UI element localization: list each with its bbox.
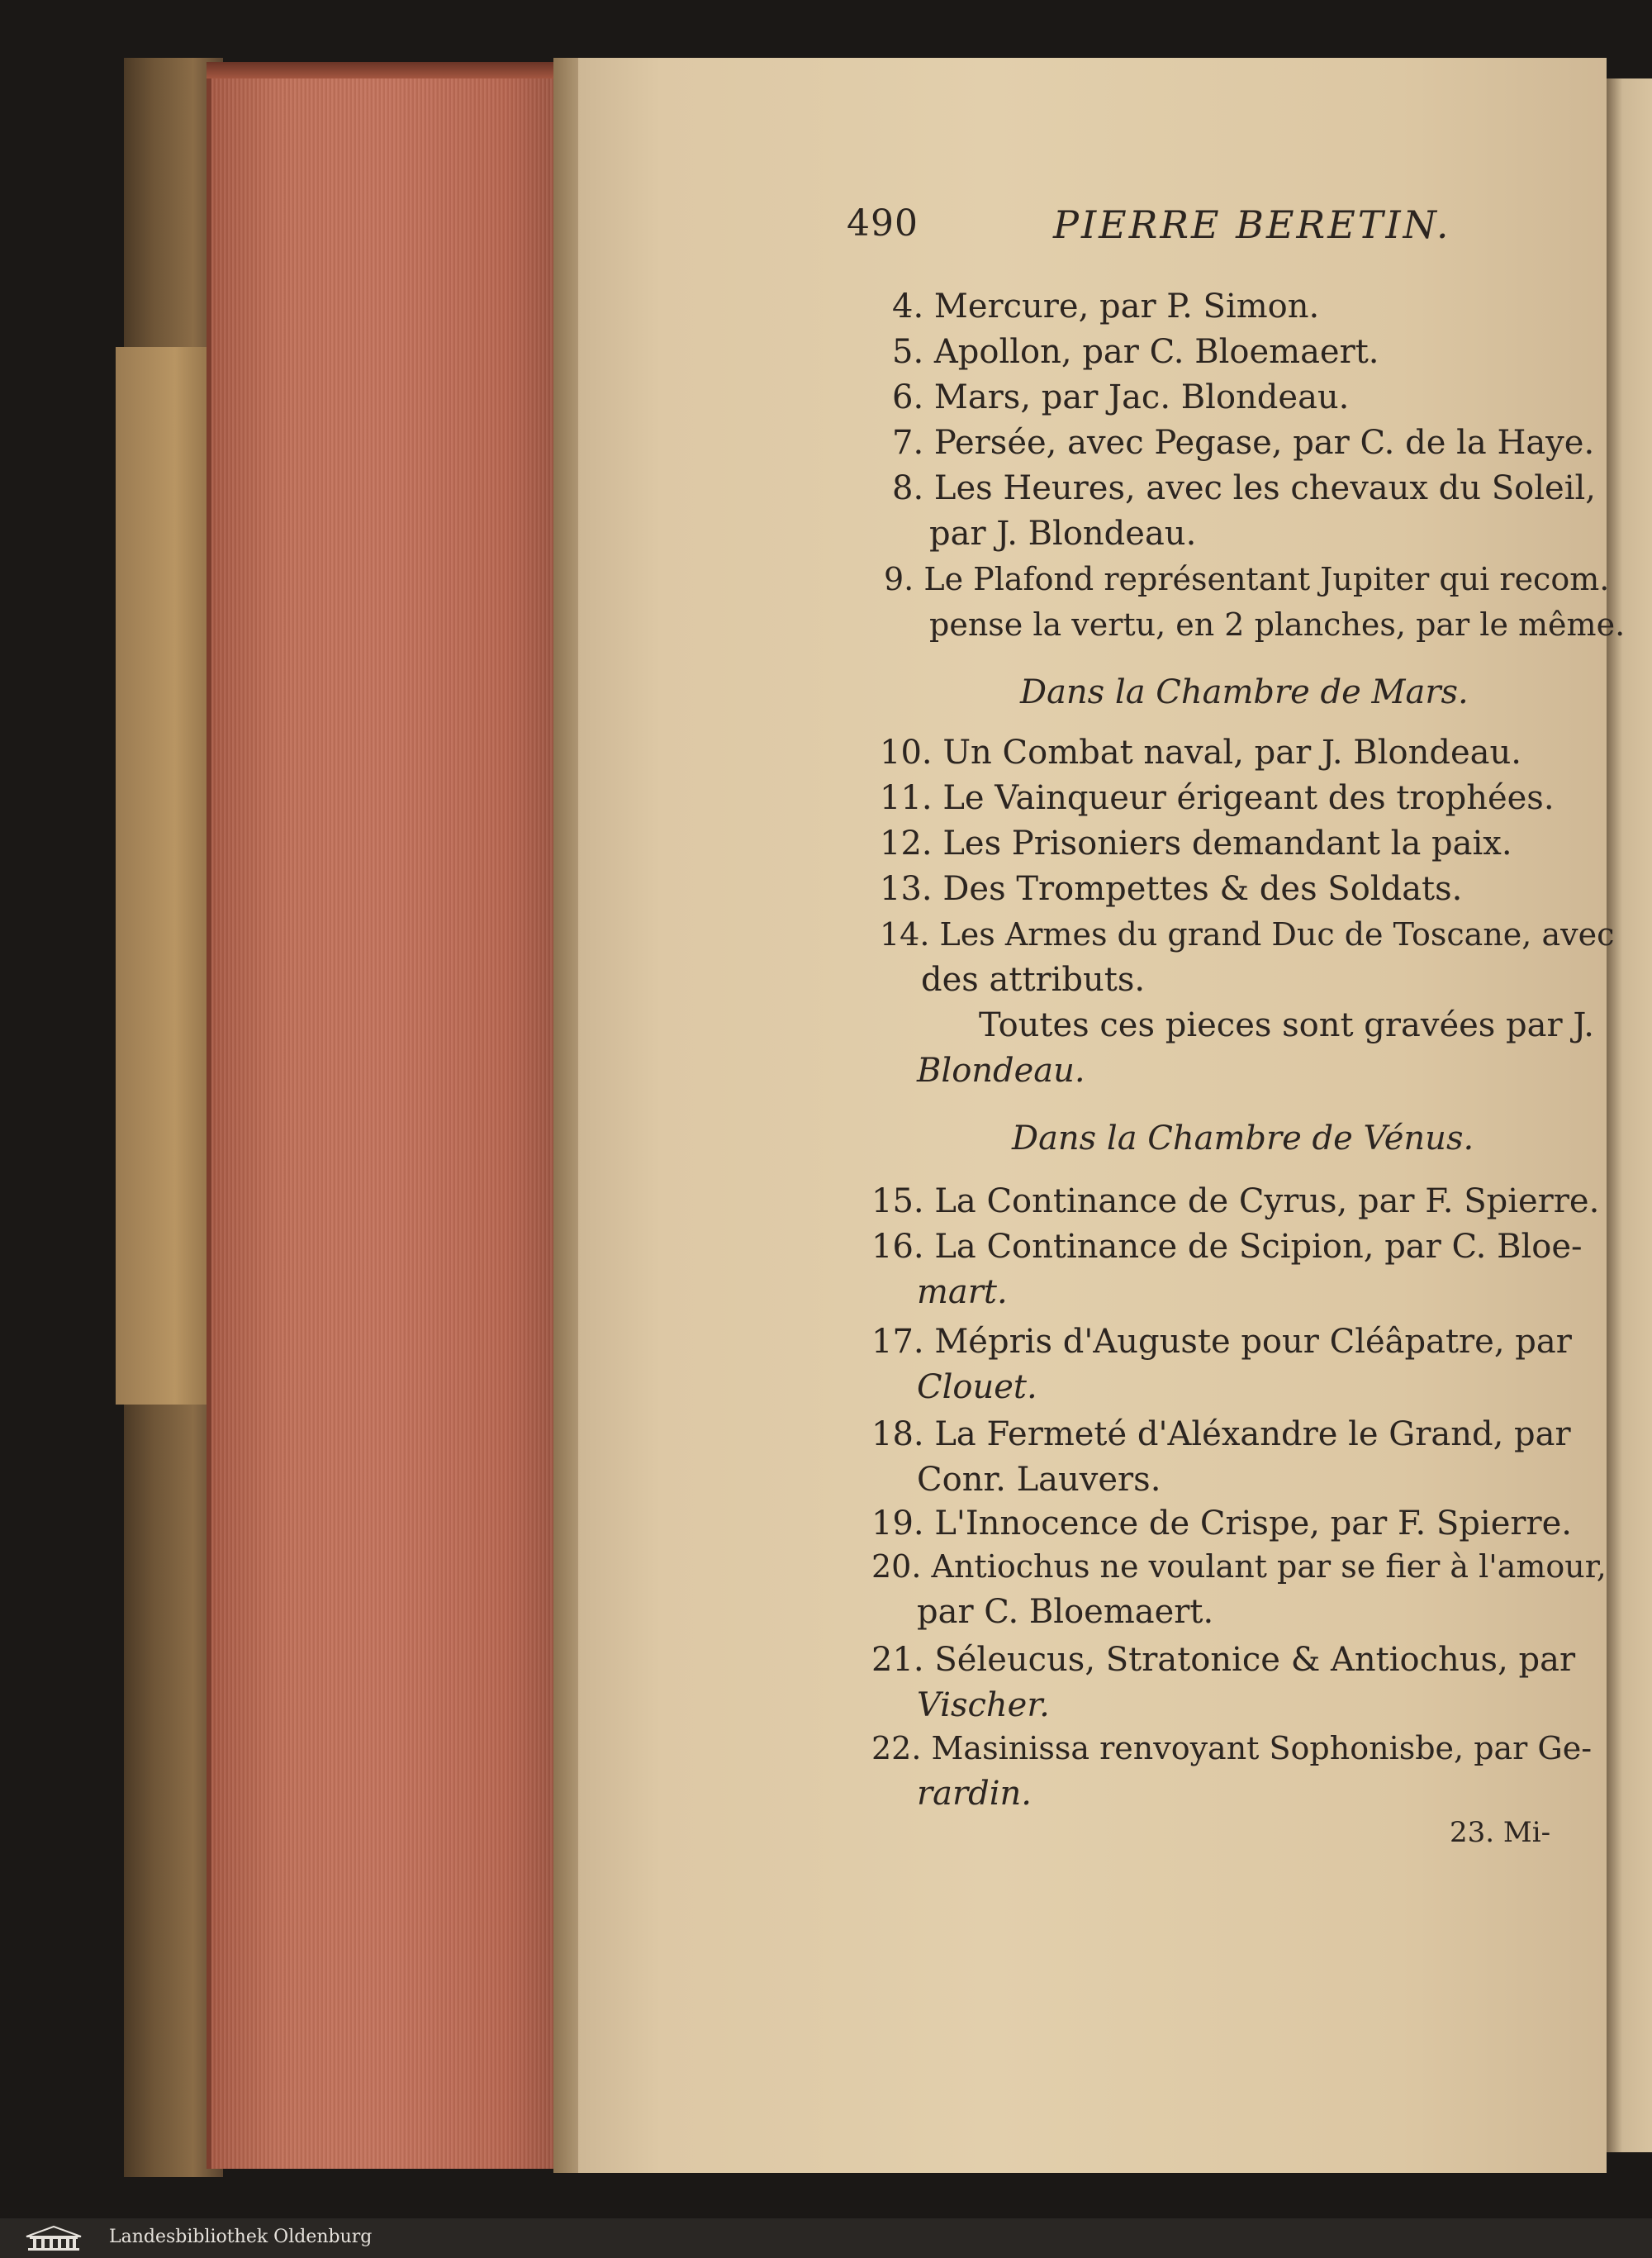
entry-line: 5. Apollon, par C. Bloemaert. — [892, 333, 1379, 371]
footer-library-name: Landesbibliothek Oldenburg — [109, 2227, 373, 2247]
entry-line: 15. La Continance de Cyrus, par F. Spierre. — [871, 1182, 1600, 1220]
entry-line: 4. Mercure, par P. Simon. — [892, 288, 1320, 326]
section-heading-venus: Dans la Chambre de Vénus. — [1012, 1119, 1474, 1158]
page-number: 490 — [847, 202, 919, 245]
entry-line: 21. Séleucus, Stratonice & Antiochus, par — [871, 1641, 1576, 1679]
red-page-edges — [206, 62, 558, 2169]
entry-line-continued: Conr. Lauvers. — [917, 1461, 1161, 1499]
entry-line-continued: Clouet. — [917, 1368, 1037, 1406]
entry-line: 17. Mépris d'Auguste pour Cléâpatre, par — [871, 1323, 1572, 1361]
page-edges-top-shadow — [206, 62, 595, 78]
library-building-logo-icon — [25, 2225, 83, 2251]
entry-line: 14. Les Armes du grand Duc de Toscane, avec — [880, 916, 1615, 953]
catchword: 23. Mi- — [1450, 1816, 1551, 1849]
entry-line-continued: par C. Bloemaert. — [917, 1593, 1214, 1631]
entry-line: 10. Un Combat naval, par J. Blondeau. — [880, 734, 1521, 772]
entry-line: 18. La Fermeté d'Aléxandre le Grand, par — [871, 1415, 1571, 1453]
printed-page — [578, 58, 1610, 2173]
entry-line: 11. Le Vainqueur érigeant des trophées. — [880, 779, 1555, 817]
entry-line-continued: Vischer. — [917, 1686, 1050, 1724]
section-heading-mars: Dans la Chambre de Mars. — [1020, 673, 1469, 711]
entry-line: 6. Mars, par Jac. Blondeau. — [892, 378, 1350, 416]
entry-line: 12. Les Prisoniers demandant la paix. — [880, 825, 1512, 863]
facing-page-edge — [1607, 78, 1652, 2152]
entry-line-continued: des attributs. — [921, 961, 1146, 999]
entry-line-continued: rardin. — [917, 1775, 1032, 1813]
note-line: Toutes ces pieces sont gravées par J. — [979, 1006, 1594, 1044]
running-head-title: PIERRE BERETIN. — [1053, 202, 1451, 247]
entry-line: 8. Les Heures, avec les chevaux du Soleil, — [892, 469, 1597, 507]
entry-line: 22. Masinissa renvoyant Sophonisbe, par Ge- — [871, 1730, 1593, 1766]
entry-line-continued: par J. Blondeau. — [929, 515, 1197, 553]
entry-line: 9. Le Plafond représentant Jupiter qui recom. — [884, 561, 1610, 597]
entry-line: 20. Antiochus ne voulant par se fier à l'amour, — [871, 1548, 1607, 1585]
entry-line-continued: mart. — [917, 1273, 1008, 1311]
entry-line-continued: pense la vertu, en 2 planches, par le même. — [929, 606, 1626, 643]
book-cover-paper-strip — [116, 347, 215, 1405]
entry-line: 7. Persée, avec Pegase, par C. de la Haye. — [892, 424, 1595, 462]
note-line-continued: Blondeau. — [917, 1052, 1085, 1090]
entry-line: 13. Des Trompettes & des Soldats. — [880, 870, 1463, 908]
entry-line: 16. La Continance de Scipion, par C. Bloe- — [871, 1228, 1583, 1266]
entry-line: 19. L'Innocence de Crispe, par F. Spierre. — [871, 1505, 1573, 1543]
